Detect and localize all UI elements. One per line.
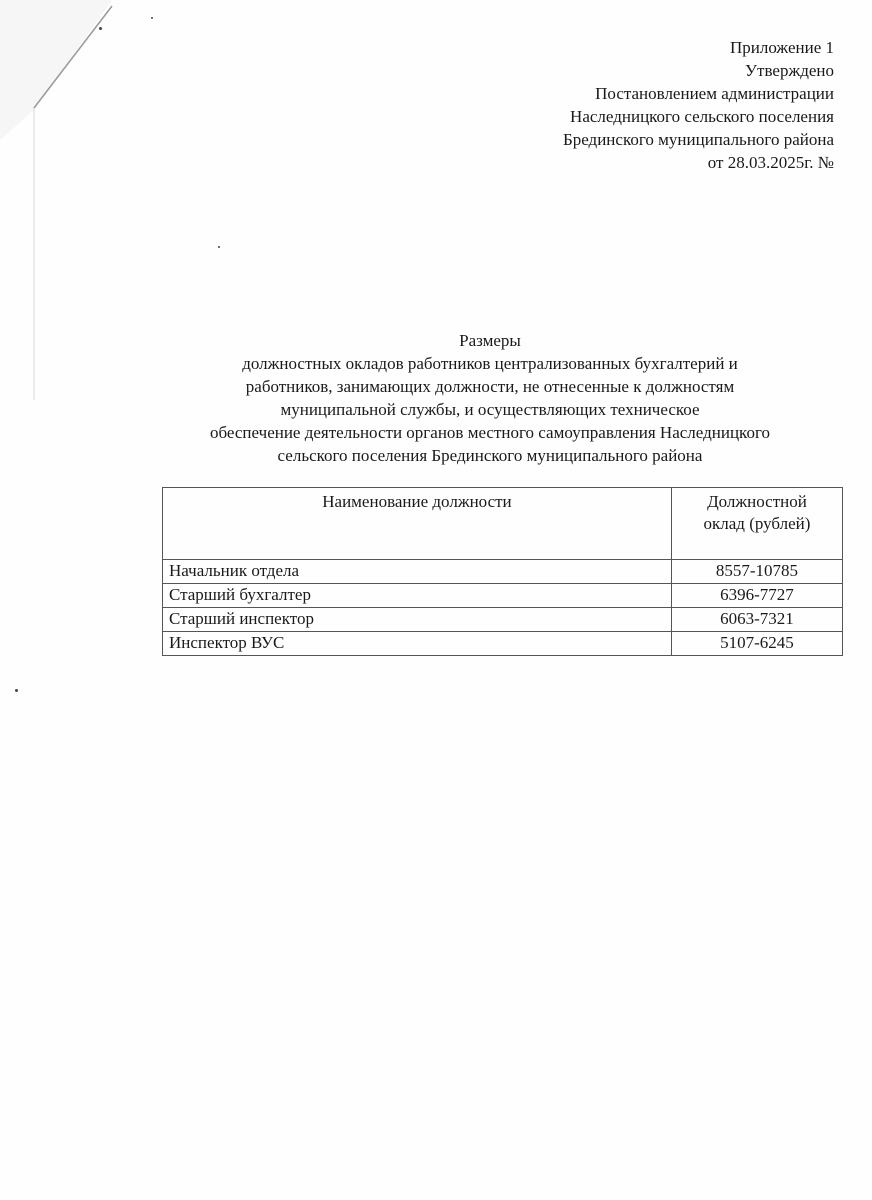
title-line: должностных окладов работников централизованных бухгалтерий и — [242, 354, 738, 373]
approval-line: Приложение 1 — [730, 38, 834, 57]
title-line: Размеры — [459, 331, 521, 350]
approval-line: от 28.03.2025г. № — [707, 153, 834, 172]
position-cell: Старший инспектор — [163, 608, 672, 632]
scan-speck — [151, 17, 153, 19]
title-line: обеспечение деятельности органов местного самоуправления Наследницкого — [209, 423, 770, 442]
approval-line: Утверждено — [745, 61, 834, 80]
header-salary-line: оклад (рублей) — [703, 514, 811, 533]
approval-line: Наследницкого сельского поселения — [570, 107, 834, 126]
title-line: сельского поселения Брединского муниципального района — [277, 446, 703, 465]
position-cell: Начальник отдела — [163, 560, 672, 584]
position-cell: Инспектор ВУС — [163, 632, 672, 656]
approval-stamp-text — [563, 36, 834, 174]
header-salary-line: Должностной — [707, 492, 807, 511]
scan-speck — [218, 246, 220, 248]
header-salary — [671, 488, 842, 560]
title-line: работников, занимающих должности, не отнесенные к должностям — [245, 377, 735, 396]
position-cell: Старший бухгалтер — [163, 584, 672, 608]
header-position: Наименование должности — [163, 488, 672, 560]
salary-table — [162, 487, 843, 656]
table-header-row — [163, 488, 843, 560]
scan-speck — [15, 689, 18, 692]
salary-cell: 6063-7321 — [671, 608, 842, 632]
scan-speck — [99, 27, 102, 30]
table-row — [163, 632, 843, 656]
approval-line: Брединского муниципального района — [562, 130, 834, 149]
salary-cell: 6396-7727 — [671, 584, 842, 608]
salary-cell: 8557-10785 — [671, 560, 842, 584]
salary-cell: 5107-6245 — [671, 632, 842, 656]
title-line: муниципальной службы, и осуществляющих техническое — [280, 400, 700, 419]
table-row — [163, 560, 843, 584]
table-row — [163, 584, 843, 608]
document-title — [150, 329, 830, 467]
approval-line: Постановлением администрации — [595, 84, 834, 103]
table-row — [163, 608, 843, 632]
